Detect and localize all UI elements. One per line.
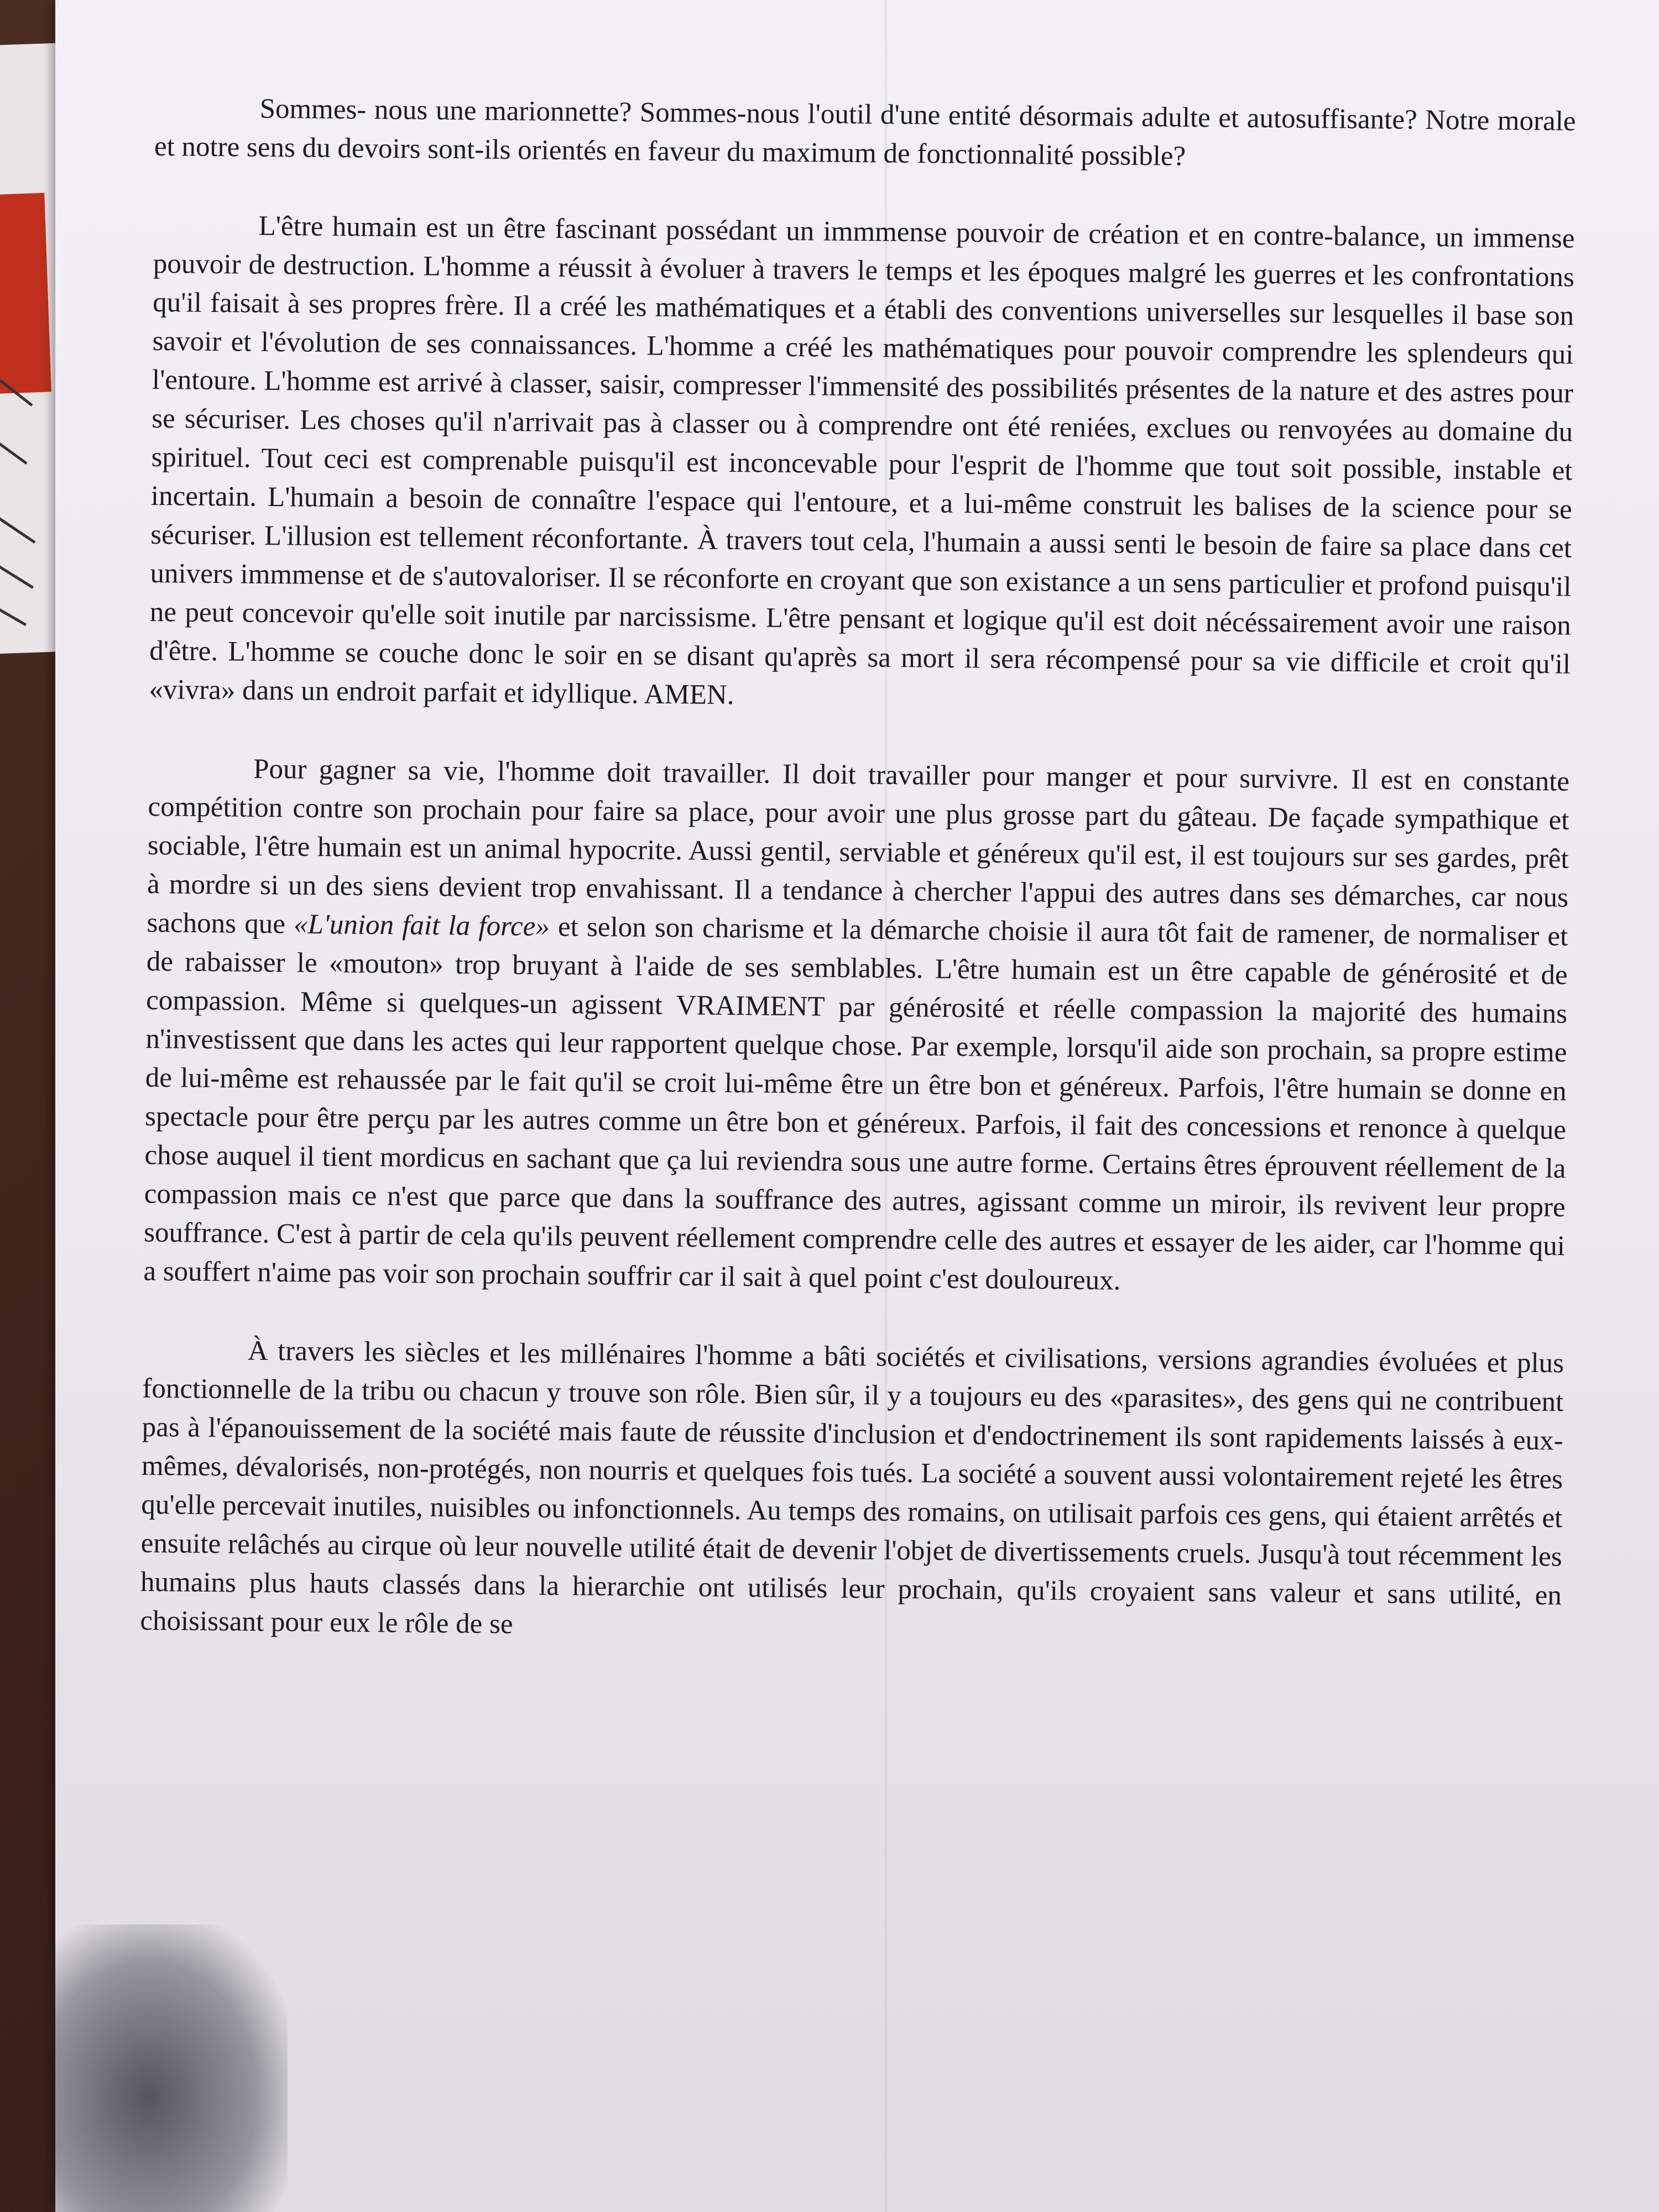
paper-edge-line	[0, 604, 27, 626]
quote-union-fait-la-force: «L'union fait la force»	[293, 909, 550, 942]
paper-edge-line	[0, 510, 36, 544]
paragraph-societies: À travers les siècles et les millénaires l'homme a bâti sociétés et civilisations, versions agrandies évoluées et plus fonctionnelle de la tribu ou chacun y trouve son rôle. Bien sûr, il y a toujours eu des «parasites», des gens qui ne contribuent pas à l'épanouissement de la société mais faute de réussite d'inclusion et d'endoctrinement ils sont rapidements laissés à eux-mêmes, dévalorisés, non-protégés, non nourris et quelques fois tués. La société a souvent aussi volontairement rejeté les êtres qu'elle percevait inutiles, nuisibles ou infonctionnels. Au temps des romains, on utilisait parfois ces gens, qui étaient arrêtés et ensuite relâchés au cirque où leur nouvelle utilité était de devenir l'objet de divertissements cruels. Jusqu'à tout récemment les humains plus hauts classés dans la hierarchie ont utilisés leur prochain, qu'ils croyaient sans valeur et sans utilité, en choisissant pour eux le rôle de se	[140, 1335, 1564, 1640]
document-body	[139, 88, 1576, 1694]
hand-shadow	[55, 1924, 288, 2212]
paper-edge-line	[0, 560, 34, 589]
paragraph-work-competition	[143, 749, 1569, 1305]
paragraph-human-nature: L'être humain est un être fascinant possédant un immmense pouvoir de création et en contre-balance, un immense pouvoir de destruction. L'homme a réussit à évoluer à travers le temps et les époques malgré les guerres et les confrontations qu'il faisait à ses propres frère. Il a créé les mathématiques et a établi des conventions universelles sur lesquelles il base son savoir et l'évolution de ses connaissances. L'homme a créé les mathématiques pour pouvoir comprendre les splendeurs qui l'entoure. L'homme est arrivé à classer, saisir, compresser l'immensité des possibilités présentes de la nature et des astres pour se sécuriser. Les choses qu'il n'arrivait pas à classer ou à comprendre ont été reniées, exclues ou renvoyées au domaine du spirituel. Tout ceci est comprenable puisqu'il est inconcevable pour l'esprit de l'homme que tout soit possible, instable et incertain. L'humain a besoin de connaître l'espace qui l'entoure, et a lui-même construit les balises de la science pour se sécuriser. L'illusion est tellement réconfortante. À travers tout cela, l'humain a aussi senti le besoin de faire sa place dans cet univers immmense et de s'autovaloriser. Il se réconforte en croyant que son existance a un sens particulier et profond puisqu'il ne peut concevoir qu'elle soit inutile par narcissisme. L'être pensant et logique qu'il est doit nécéssairement avoir une raison d'être. L'homme se couche donc le soir en se disant qu'après sa mort il sera récompensé pour sa vie difficile et croit qu'il «vivra» dans un endroit parfait et idyllique. AMEN.	[149, 210, 1575, 711]
paragraph-intro-questions: Sommes- nous une marionnette? Sommes-nous l'outil d'une entité désormais adulte et autosuffisante? Notre morale et notre sens du devoirs sont-ils orientés en faveur du maximum de fonctionnalité possible?	[154, 93, 1576, 172]
red-paper-edge	[0, 193, 51, 394]
paragraph-text-before-quote: Pour gagner sa vie, l'homme doit travailler. Il doit travailler pour manger et pour survivre. Il est en constante compétition contre son prochain pour faire sa place, pour avoir une plus grosse part du gâteau. De façade sympathique et sociable, l'être humain est un animal hypocrite. Aussi gentil, serviable et généreux qu'il est, il est toujours sur ses gardes, prêt à mordre si un des siens devient trop envahissant. Il a tendance à chercher l'appui des autres dans ses démarches, car nous sachons que	[147, 753, 1570, 940]
paragraph-text-after-quote: et selon son charisme et la démarche choisie il aura tôt fait de ramener, de normaliser et de rabaisser le «mouton» trop bruyant à l'aide de ses semblables. L'être humain est un être capable de générosité et de compassion. Même si quelques-un agissent VRAIMENT par générosité et réelle compassion la majorité des humains n'investissent que dans les actes qui leur rapportent quelque chose. Par exemple, lorsqu'il aide son prochain, sa propre estime de lui-même est rehaussée par le fait qu'il se croit lui-même être un être bon et généreux. Parfois, l'être humain se donne en spectacle pour être perçu par les autres comme un être bon et généreux. Parfois, il fait des concessions et renonce à quelque chose auquel il tient mordicus en sachant que ça lui reviendra sous une autre forme. Certains êtres éprouvent réellement de la compassion mais ce n'est que parce que dans la souffrance des autres, agissant comme un miroir, ils revivent leur propre souffrance. C'est à partir de cela qu'ils peuvent réellement comprendre celle des autres et essayer de les aider, car l'homme qui a souffert n'aime pas voir son prochain souffrir car il sait à quel point c'est douloureux.	[143, 911, 1568, 1296]
paper-edge-line	[0, 433, 28, 465]
